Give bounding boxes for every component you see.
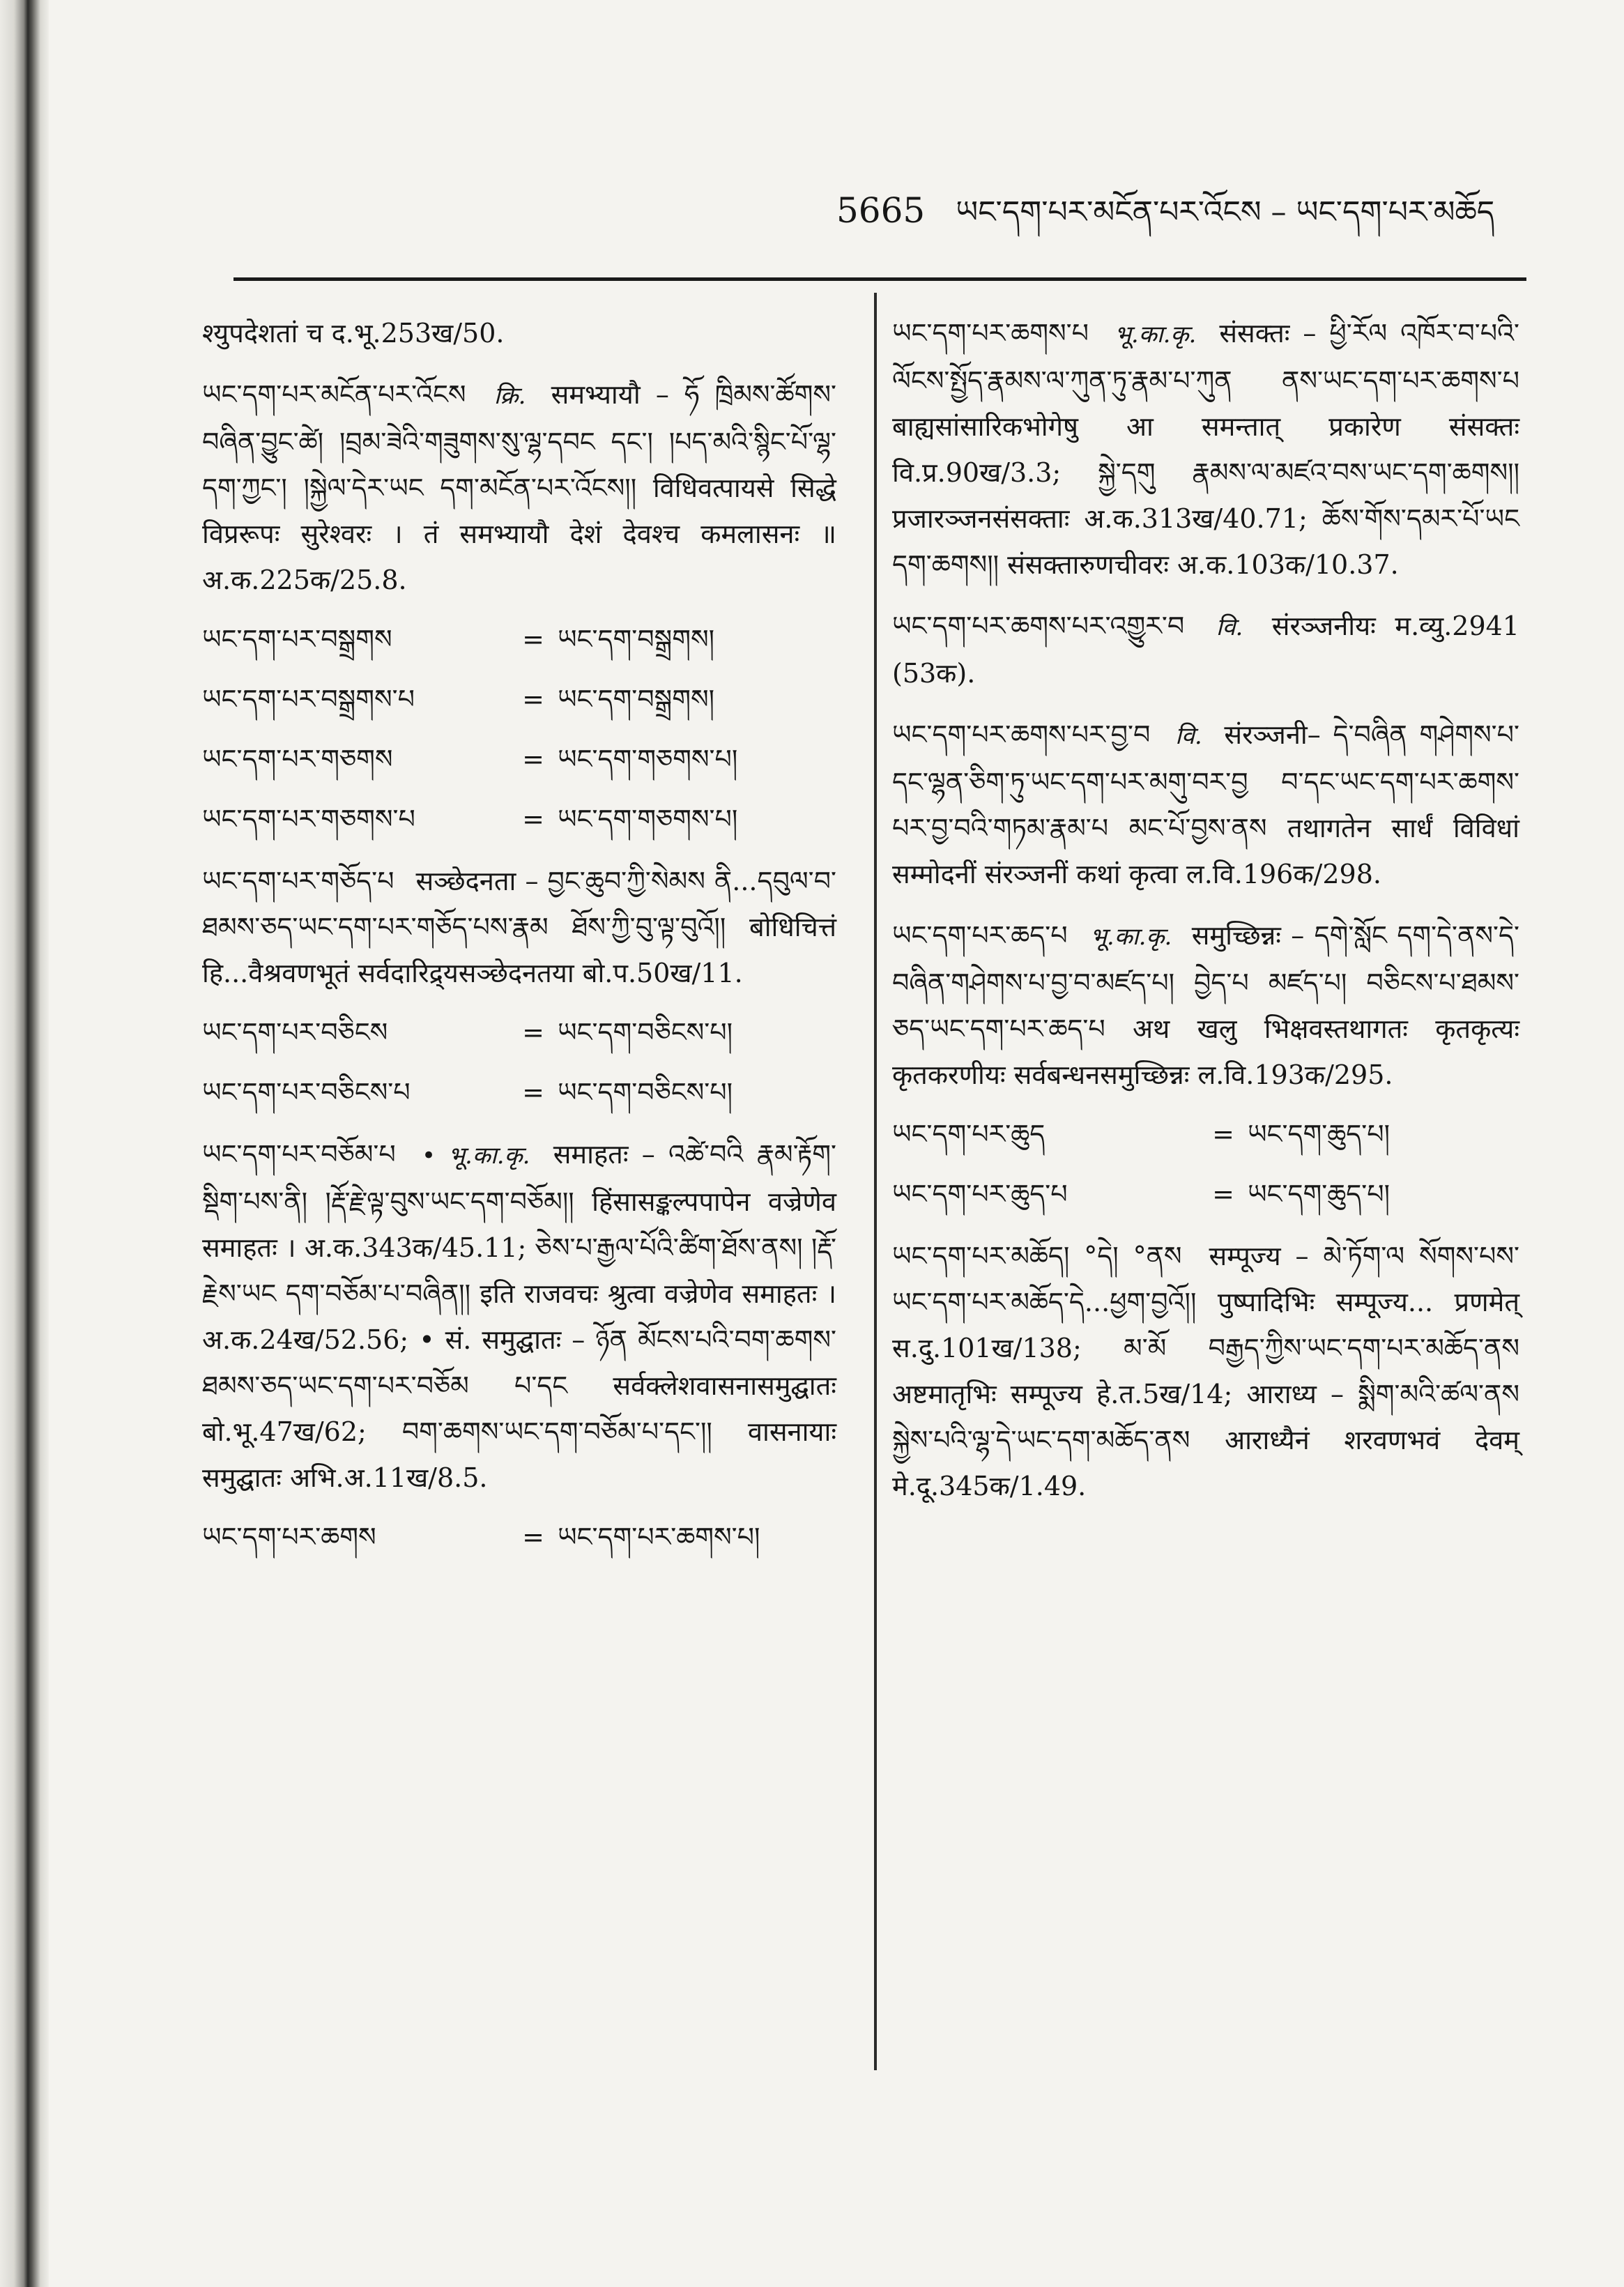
entry-text: समभ्यायौ – ཧོ ཁྲིམས་ཚོགས་བཞིན་བྱུང་ཚེ། །བྲམ་ཟེའི་གཟུགས་སུ་ལྷ་དབང དང་། །པད་མའི་སྙིང་པོ་ལྷ་དག་ཀྱང་། །སྐྱེལ་དེར་ཡང དག་མངོན་པར་འོངས།། विधिवत्पायसे सिद्धे विप्ररूपः सुरेश्वरः । तं समभ्यायौ देशं देवश्च कमलासनः ॥ अ.क.225क/25.8. xyxy=(202,379,836,595)
entry-text: समाहतः – འཚེ་བའི རྣམ་རྟོག་སྡིག་པས་ནི། །རྡོ་རྗེ་ལྟ་བུས་ཡང་དག་བཅོམ།། हिंसासङ्कल्पपापेन वज्रेणेव समाहतः । अ.क.343क/45.11; ཅེས་པ་རྒྱལ་པོའི་ཚིག་ཐོས་ནས། །རྡོ་རྗེས་ཡང དག་བཅོམ་པ་བཞིན།། इति राजवचः श्रुत्वा वज्रेणेव समाहतः । अ.क.24ख/52.56; • सं. समुद्घातः – ཉོན མོངས་པའི་བག་ཆགས་ཐམས་ཅད་ཡང་དག་པར་བཅོམ པ་དང सर्वक्लेशवासनासमुद्घातः बो.भू.47ख/62; བག་ཆགས་ཡང་དག་བཅོམ་པ་དང་།། वासनायाः समुद्घातः अभि.अ.11ख/8.5. xyxy=(202,1139,837,1493)
entry-text: संरञ्जनी– དེ་བཞིན གཤེགས་པ་དང་ལྷན་ཅིག་ཏུ་ཡང་དག་པར་མགུ་བར་བྱ བ་དང་ཡང་དག་པར་ཆགས་པར་བྱ་བའི་གཏམ་རྣམ་པ མང་པོ་བྱས་ནས तथागतेन सार्धं विविधां सम्मोदनीं संरञ्जनीं कथां कृत्वा ल.वि.196क/298. xyxy=(892,719,1519,889)
xref-term: ཡང་དག་པར་ཆུད xyxy=(892,1119,1045,1149)
entry-headword: ཡང་དག་པར་ཆགས་པ xyxy=(892,318,1089,349)
xref-target: ཡང་དག་གཅགས་པ། xyxy=(558,804,738,834)
cross-reference xyxy=(202,678,836,720)
page-header xyxy=(836,178,1533,234)
xref-equals: = xyxy=(522,1017,544,1048)
dictionary-entry xyxy=(202,1131,836,1501)
xref-target: ཡང་དག་ཆུད་པ། xyxy=(1248,1179,1391,1209)
entry-headword: ཡང་དག་པར་མངོན་པར་འོངས xyxy=(202,379,466,410)
header-range: ཡང་དག་པར་མངོན་པར་འོངས – ཡང་དག་པར་མཆོད xyxy=(956,194,1495,230)
continuation-text: श्युपदेशतां च द.भू.253ख/50. xyxy=(202,318,505,349)
column-divider xyxy=(874,293,877,2070)
entry-headword: ཡང་དག་པར་བཅོམ་པ xyxy=(202,1139,396,1170)
dictionary-entry xyxy=(892,912,1519,1098)
entry-headword: ཡང་དག་པར་ཆད་པ xyxy=(892,920,1068,951)
dictionary-entry xyxy=(892,603,1519,696)
dictionary-entry xyxy=(202,858,836,996)
entry-grammar: • भू.का.कृ. xyxy=(422,1142,530,1170)
xref-target: ཡང་དག་པར་ཆགས་པ། xyxy=(558,1522,760,1552)
entry-text: सञ्छेदनता – བྱང་ཆུབ་ཀྱི་སེམས ནི...དབུལ་བ་ཐམས་ཅད་ཡང་དག་པར་གཅོད་པས་རྣམ ཐོས་ཀྱི་བུ་ལྟ་བུའོ།། बोधिचित्तं हि...वैश्रवणभूतं सर्वदारिद्र्यसञ्छेदनतया बो.प.50ख/11. xyxy=(202,866,836,988)
page-number: 5665 xyxy=(836,190,926,231)
entry-grammar: भू.का.कृ. xyxy=(1089,923,1172,951)
right-column xyxy=(892,310,1519,1524)
entry-text: सम्पूज्य – མེ་ཏོག་ལ སོགས་པས་ཡང་དག་པར་མཆོད་དེ...ཕྱག་བྱའོ།། पुष्पादिभिः सम्पूज्य... प्रणमेत् स.दु.101ख/138; མ་མོ བརྒྱད་ཀྱིས་ཡང་དག་པར་མཆོད་ནས अष्टमातृभिः सम्पूज्य हे.त.5ख/14; आराध्य – སྨིག་མའི་ཚལ་ནས སྐྱེས་པའི་ལྷ་དེ་ཡང་དག་མཆོད་ནས आराध्यैनं शरवणभवं देवम् मे.दू.345क/1.49. xyxy=(892,1241,1519,1501)
dictionary-entry xyxy=(892,712,1519,897)
cross-reference xyxy=(892,1173,1519,1215)
xref-term: ཡང་དག་པར་ཆུད་པ xyxy=(892,1179,1068,1209)
dictionary-entry xyxy=(892,310,1519,588)
cross-reference xyxy=(202,798,836,840)
xref-term: ཡང་དག་པར་གཅགས་པ xyxy=(202,804,415,834)
xref-term: ཡང་དག་པར་གཅགས xyxy=(202,744,393,774)
cross-reference xyxy=(892,1113,1519,1155)
xref-target: ཡང་དག་ཆུད་པ། xyxy=(1248,1119,1391,1149)
xref-equals: = xyxy=(522,1077,544,1108)
xref-equals: = xyxy=(1212,1119,1234,1149)
book-spine-shadow xyxy=(0,0,49,2287)
xref-target: ཡང་དག་བཅིངས་པ། xyxy=(558,1077,733,1108)
xref-term: ཡང་དག་པར་ཆགས xyxy=(202,1522,376,1552)
xref-equals: = xyxy=(522,624,544,655)
left-column xyxy=(202,310,836,1576)
entry-headword: ཡང་དག་པར་ཆགས་པར་བྱ་བ xyxy=(892,719,1151,750)
xref-equals: = xyxy=(522,684,544,714)
header-rule xyxy=(233,277,1526,281)
entry-headword: ཡང་དག་པར་ཆགས་པར་འགྱུར་བ xyxy=(892,611,1185,641)
entry-headword: ཡང་དག་པར་གཅོད་པ xyxy=(202,866,394,896)
entry-headword: ཡང་དག་པར་མཆོད། °དེ། °ནས xyxy=(892,1241,1182,1271)
xref-term: ཡང་དག་པར་བསྒྲགས་པ xyxy=(202,684,415,714)
xref-term: ཡང་དག་པར་བཅིངས xyxy=(202,1017,388,1048)
xref-equals: = xyxy=(522,744,544,774)
dictionary-entry xyxy=(892,1233,1519,1509)
xref-target: ཡང་དག་བསྒྲགས། xyxy=(558,624,715,655)
xref-target: ཡང་དག་གཅགས་པ། xyxy=(558,744,738,774)
entry-grammar: भू.का.कृ. xyxy=(1114,321,1197,349)
cross-reference xyxy=(202,1516,836,1558)
entry-text: संरञ्जनीयः म.व्यु.2941 (53क). xyxy=(892,611,1519,689)
xref-target: ཡང་དག་བཅིངས་པ། xyxy=(558,1017,733,1048)
cross-reference xyxy=(202,618,836,660)
dictionary-entry xyxy=(202,372,836,603)
xref-term: ཡང་དག་པར་བཅིངས་པ xyxy=(202,1077,411,1108)
entry-grammar: वि. xyxy=(1175,722,1202,750)
xref-equals: = xyxy=(522,804,544,834)
entry-text: संसक्तः – ཕྱི་རོལ འཁོར་བ་པའི་ལོངས་སྤྱོད་རྣམས་ལ་ཀུན་ཏུ་རྣམ་པ་ཀུན ནས་ཡང་དག་པར་ཆགས་པ बाह्यसांसारिकभोगेषु आ समन्तात् प्रकारेण संसक्तः वि.प्र.90ख/3.3; སྐྱེ་དགུ རྣམས་ལ་མཛའ་བས་ཡང་དག་ཆགས།། प्रजारञ्जनसंसक्ताः अ.क.313ख/40.71; ཆོས་གོས་དམར་པོ་ཡང དག་ཆགས།། संसक्तारुणचीवरः अ.क.103क/10.37. xyxy=(892,318,1519,580)
entry-grammar: वि. xyxy=(1216,613,1243,641)
xref-target: ཡང་དག་བསྒྲགས། xyxy=(558,684,715,714)
xref-equals: = xyxy=(1212,1179,1234,1209)
entry-grammar: क्रि. xyxy=(493,382,526,410)
cross-reference xyxy=(202,1011,836,1053)
cross-reference xyxy=(202,1071,836,1113)
cross-reference xyxy=(202,738,836,780)
xref-equals: = xyxy=(522,1522,544,1552)
xref-term: ཡང་དག་པར་བསྒྲགས xyxy=(202,624,392,655)
entry-text: समुच्छिन्नः – དགེ་སློང དག་དེ་ནས་དེ་བཞིན་གཤེགས་པ་བྱ་བ་མཛད་པ། བྱེད་པ མཛད་པ། བཅིངས་པ་ཐམས་ཅད་ཡང་དག་པར་ཆད་པ अथ खलु भिक्षवस्तथागतः कृतकृत्यः कृतकरणीयः सर्वबन्धनसमुच्छिन्नः ल.वि.193क/295. xyxy=(892,920,1519,1090)
